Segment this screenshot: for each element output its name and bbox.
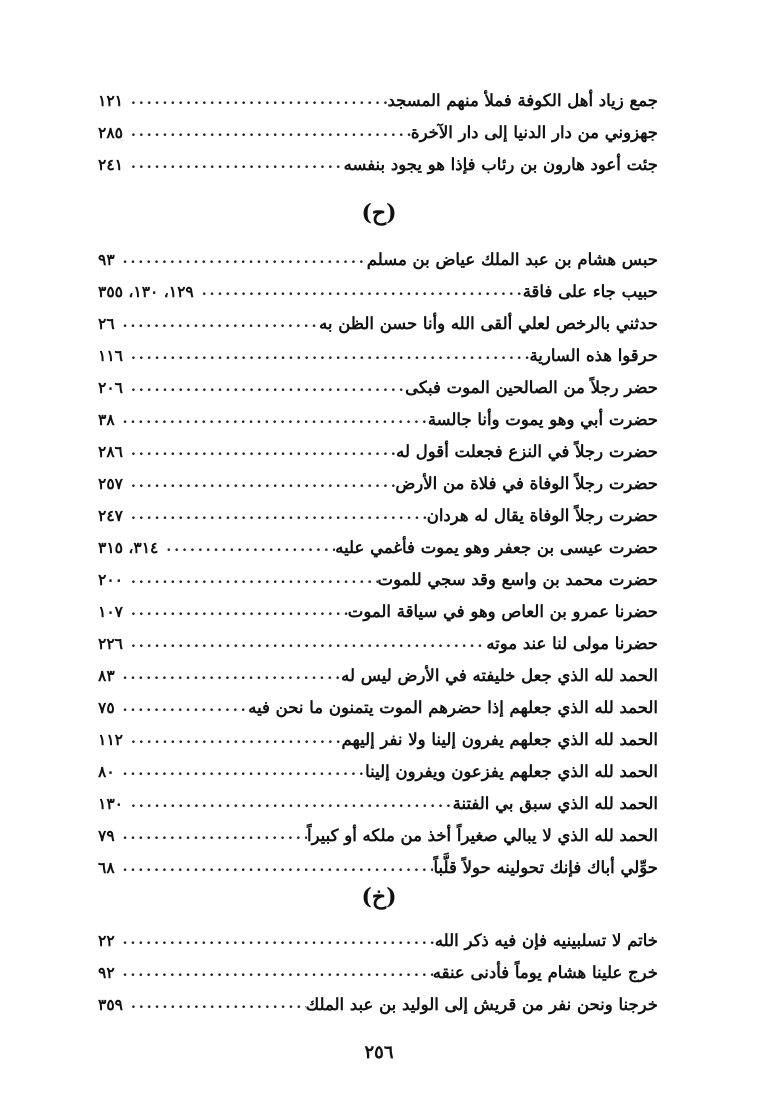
entry-text: الحمد لله الذي جعلهم يفرون إلينا ولا نفر إليهم bbox=[341, 729, 658, 749]
entry-text: حضرت عيسى بن جعفر وهو يموت فأغمي عليه bbox=[335, 537, 658, 557]
index-entry bbox=[98, 243, 658, 275]
leader-dots bbox=[123, 731, 342, 747]
index-entry bbox=[98, 851, 658, 883]
leader-dots bbox=[115, 763, 365, 779]
section-heading: (ح) bbox=[361, 200, 397, 226]
leader-dots bbox=[123, 347, 529, 363]
index-entry bbox=[98, 659, 658, 691]
entry-pages: ٢٥٧ bbox=[98, 473, 123, 493]
leader-dots bbox=[123, 603, 348, 619]
index-entry bbox=[98, 339, 658, 371]
entry-pages: ٢٠٦ bbox=[98, 377, 123, 397]
index-entry bbox=[98, 307, 658, 339]
leader-dots bbox=[115, 699, 249, 715]
entry-text: حضرت رجلاً الوفاة في فلاة من الأرض bbox=[395, 473, 658, 493]
entry-text: حبس هشام بن عبد الملك عياض بن مسلم bbox=[366, 249, 658, 269]
leader-dots bbox=[123, 795, 453, 811]
entry-text: جهزوني من دار الدنيا إلى دار الآخرة bbox=[410, 122, 658, 142]
index-entry bbox=[98, 723, 658, 755]
entry-pages: ٧٥ bbox=[98, 697, 115, 717]
section-heading: (خ) bbox=[361, 884, 397, 910]
leader-dots bbox=[115, 667, 341, 683]
entry-pages: ٢٢ bbox=[98, 930, 115, 950]
index-entry bbox=[98, 924, 658, 956]
entry-pages: ١٢٩، ١٣٠، ٣٥٥ bbox=[98, 281, 194, 301]
index-entry bbox=[98, 627, 658, 659]
leader-dots bbox=[123, 475, 395, 491]
index-entry bbox=[98, 467, 658, 499]
entry-text: خرجنا ونحن نفر من قريش إلى الوليد بن عبد الملك bbox=[305, 994, 658, 1014]
entry-pages: ٦٨ bbox=[98, 857, 115, 877]
entry-pages: ١٢١ bbox=[98, 90, 123, 110]
page-number: ٢٥٦ bbox=[364, 1042, 394, 1063]
entry-pages: ٨٣ bbox=[98, 665, 115, 685]
entry-text: حدثني بالرخص لعلي ألقى الله وأنا حسن الظن به bbox=[319, 313, 658, 333]
entry-text: حضرت أبي وهو يموت وأنا جالسة bbox=[427, 409, 658, 429]
entry-pages: ٢٤٧ bbox=[98, 505, 123, 525]
leader-dots bbox=[123, 92, 387, 108]
entry-pages: ١١٢ bbox=[98, 729, 123, 749]
leader-dots bbox=[115, 964, 433, 980]
index-entry bbox=[98, 563, 658, 595]
entry-text: حضرت رجلاً الوفاة يقال له هردان bbox=[426, 505, 658, 525]
leader-dots bbox=[123, 635, 486, 651]
entry-pages: ٨٠ bbox=[98, 761, 115, 781]
index-entry bbox=[98, 691, 658, 723]
entry-text: حبيب جاء على فاقة bbox=[522, 281, 658, 301]
entry-pages: ٣٥٩ bbox=[98, 994, 123, 1014]
entry-text: حضر رجلاً من الصالحين الموت فبكى bbox=[405, 377, 658, 397]
index-entry bbox=[98, 275, 658, 307]
entry-text: الحمد لله الذي جعلهم يفزعون ويفرون إلينا bbox=[365, 761, 658, 781]
leader-dots bbox=[123, 571, 378, 587]
entry-text: حضرت محمد بن واسع وقد سجي للموت bbox=[377, 569, 658, 589]
entry-text: جمع زياد أهل الكوفة فملأ منهم المسجد bbox=[387, 90, 658, 110]
entry-text: الحمد لله الذي سبق بي الفتنة bbox=[452, 793, 658, 813]
leader-dots bbox=[115, 932, 435, 948]
index-entry bbox=[98, 595, 658, 627]
leader-dots bbox=[123, 443, 396, 459]
entry-pages: ٩٢ bbox=[98, 962, 115, 982]
leader-dots bbox=[123, 996, 306, 1012]
index-entry bbox=[98, 403, 658, 435]
entry-text: الحمد لله الذي جعلهم إذا حضرهم الموت يتمنون ما نحن فيه bbox=[248, 697, 658, 717]
leader-dots bbox=[123, 379, 405, 395]
leader-dots bbox=[194, 283, 523, 299]
entry-pages: ٢٠٠ bbox=[98, 569, 123, 589]
entry-text: جئت أعود هارون بن رئاب فإذا هو يجود بنفسه bbox=[343, 154, 658, 174]
index-entry bbox=[98, 755, 658, 787]
leader-dots bbox=[115, 251, 367, 267]
leader-dots bbox=[158, 539, 335, 555]
index-entry bbox=[98, 116, 658, 148]
index-entry bbox=[98, 371, 658, 403]
entry-pages: ١١٦ bbox=[98, 345, 123, 365]
index-entry bbox=[98, 531, 658, 563]
leader-dots bbox=[123, 124, 411, 140]
entry-text: حضرت رجلاً في النزع فجعلت أقول له bbox=[396, 441, 658, 461]
index-entry bbox=[98, 148, 658, 180]
index-entry bbox=[98, 499, 658, 531]
entry-pages: ٩٣ bbox=[98, 249, 115, 269]
leader-dots bbox=[115, 411, 428, 427]
entry-pages: ٢٦ bbox=[98, 313, 115, 333]
index-entry bbox=[98, 956, 658, 988]
entry-text: حضرنا عمرو بن العاص وهو في سياقة الموت bbox=[347, 601, 658, 621]
entry-pages: ٢٨٥ bbox=[98, 122, 123, 142]
entry-pages: ٣٨ bbox=[98, 409, 115, 429]
index-entry bbox=[98, 819, 658, 851]
entry-text: خرج علينا هشام يوماً فأدنى عنقه bbox=[432, 962, 658, 982]
entry-text: الحمد لله الذي جعل خليفته في الأرض ليس له bbox=[341, 665, 658, 685]
leader-dots bbox=[123, 156, 344, 172]
entry-text: الحمد لله الذي لا يبالي صغيراً أخذ من ملكه أو كبيراً bbox=[306, 825, 658, 845]
entry-pages: ٢٢٦ bbox=[98, 633, 123, 653]
entry-text: خاتم لا تسلبينيه فإن فيه ذكر الله bbox=[434, 930, 658, 950]
leader-dots bbox=[115, 827, 307, 843]
entry-pages: ٧٩ bbox=[98, 825, 115, 845]
leader-dots bbox=[115, 859, 434, 875]
entry-pages: ٣١٤، ٣١٥ bbox=[98, 537, 159, 557]
entry-pages: ١٣٠ bbox=[98, 793, 123, 813]
entry-pages: ٢٤١ bbox=[98, 154, 123, 174]
index-entry bbox=[98, 84, 658, 116]
entry-text: حرقوا هذه السارية bbox=[529, 345, 658, 365]
entry-pages: ٢٨٦ bbox=[98, 441, 123, 461]
leader-dots bbox=[115, 315, 319, 331]
entry-pages: ١٠٧ bbox=[98, 601, 123, 621]
entry-text: حوِّلي أباك فإنك تحولينه حولاً قلَّباً bbox=[433, 857, 658, 877]
index-entry bbox=[98, 988, 658, 1020]
index-entry bbox=[98, 787, 658, 819]
entry-text: حضرنا مولى لنا عند موته bbox=[486, 633, 658, 653]
leader-dots bbox=[123, 507, 427, 523]
index-entry bbox=[98, 435, 658, 467]
